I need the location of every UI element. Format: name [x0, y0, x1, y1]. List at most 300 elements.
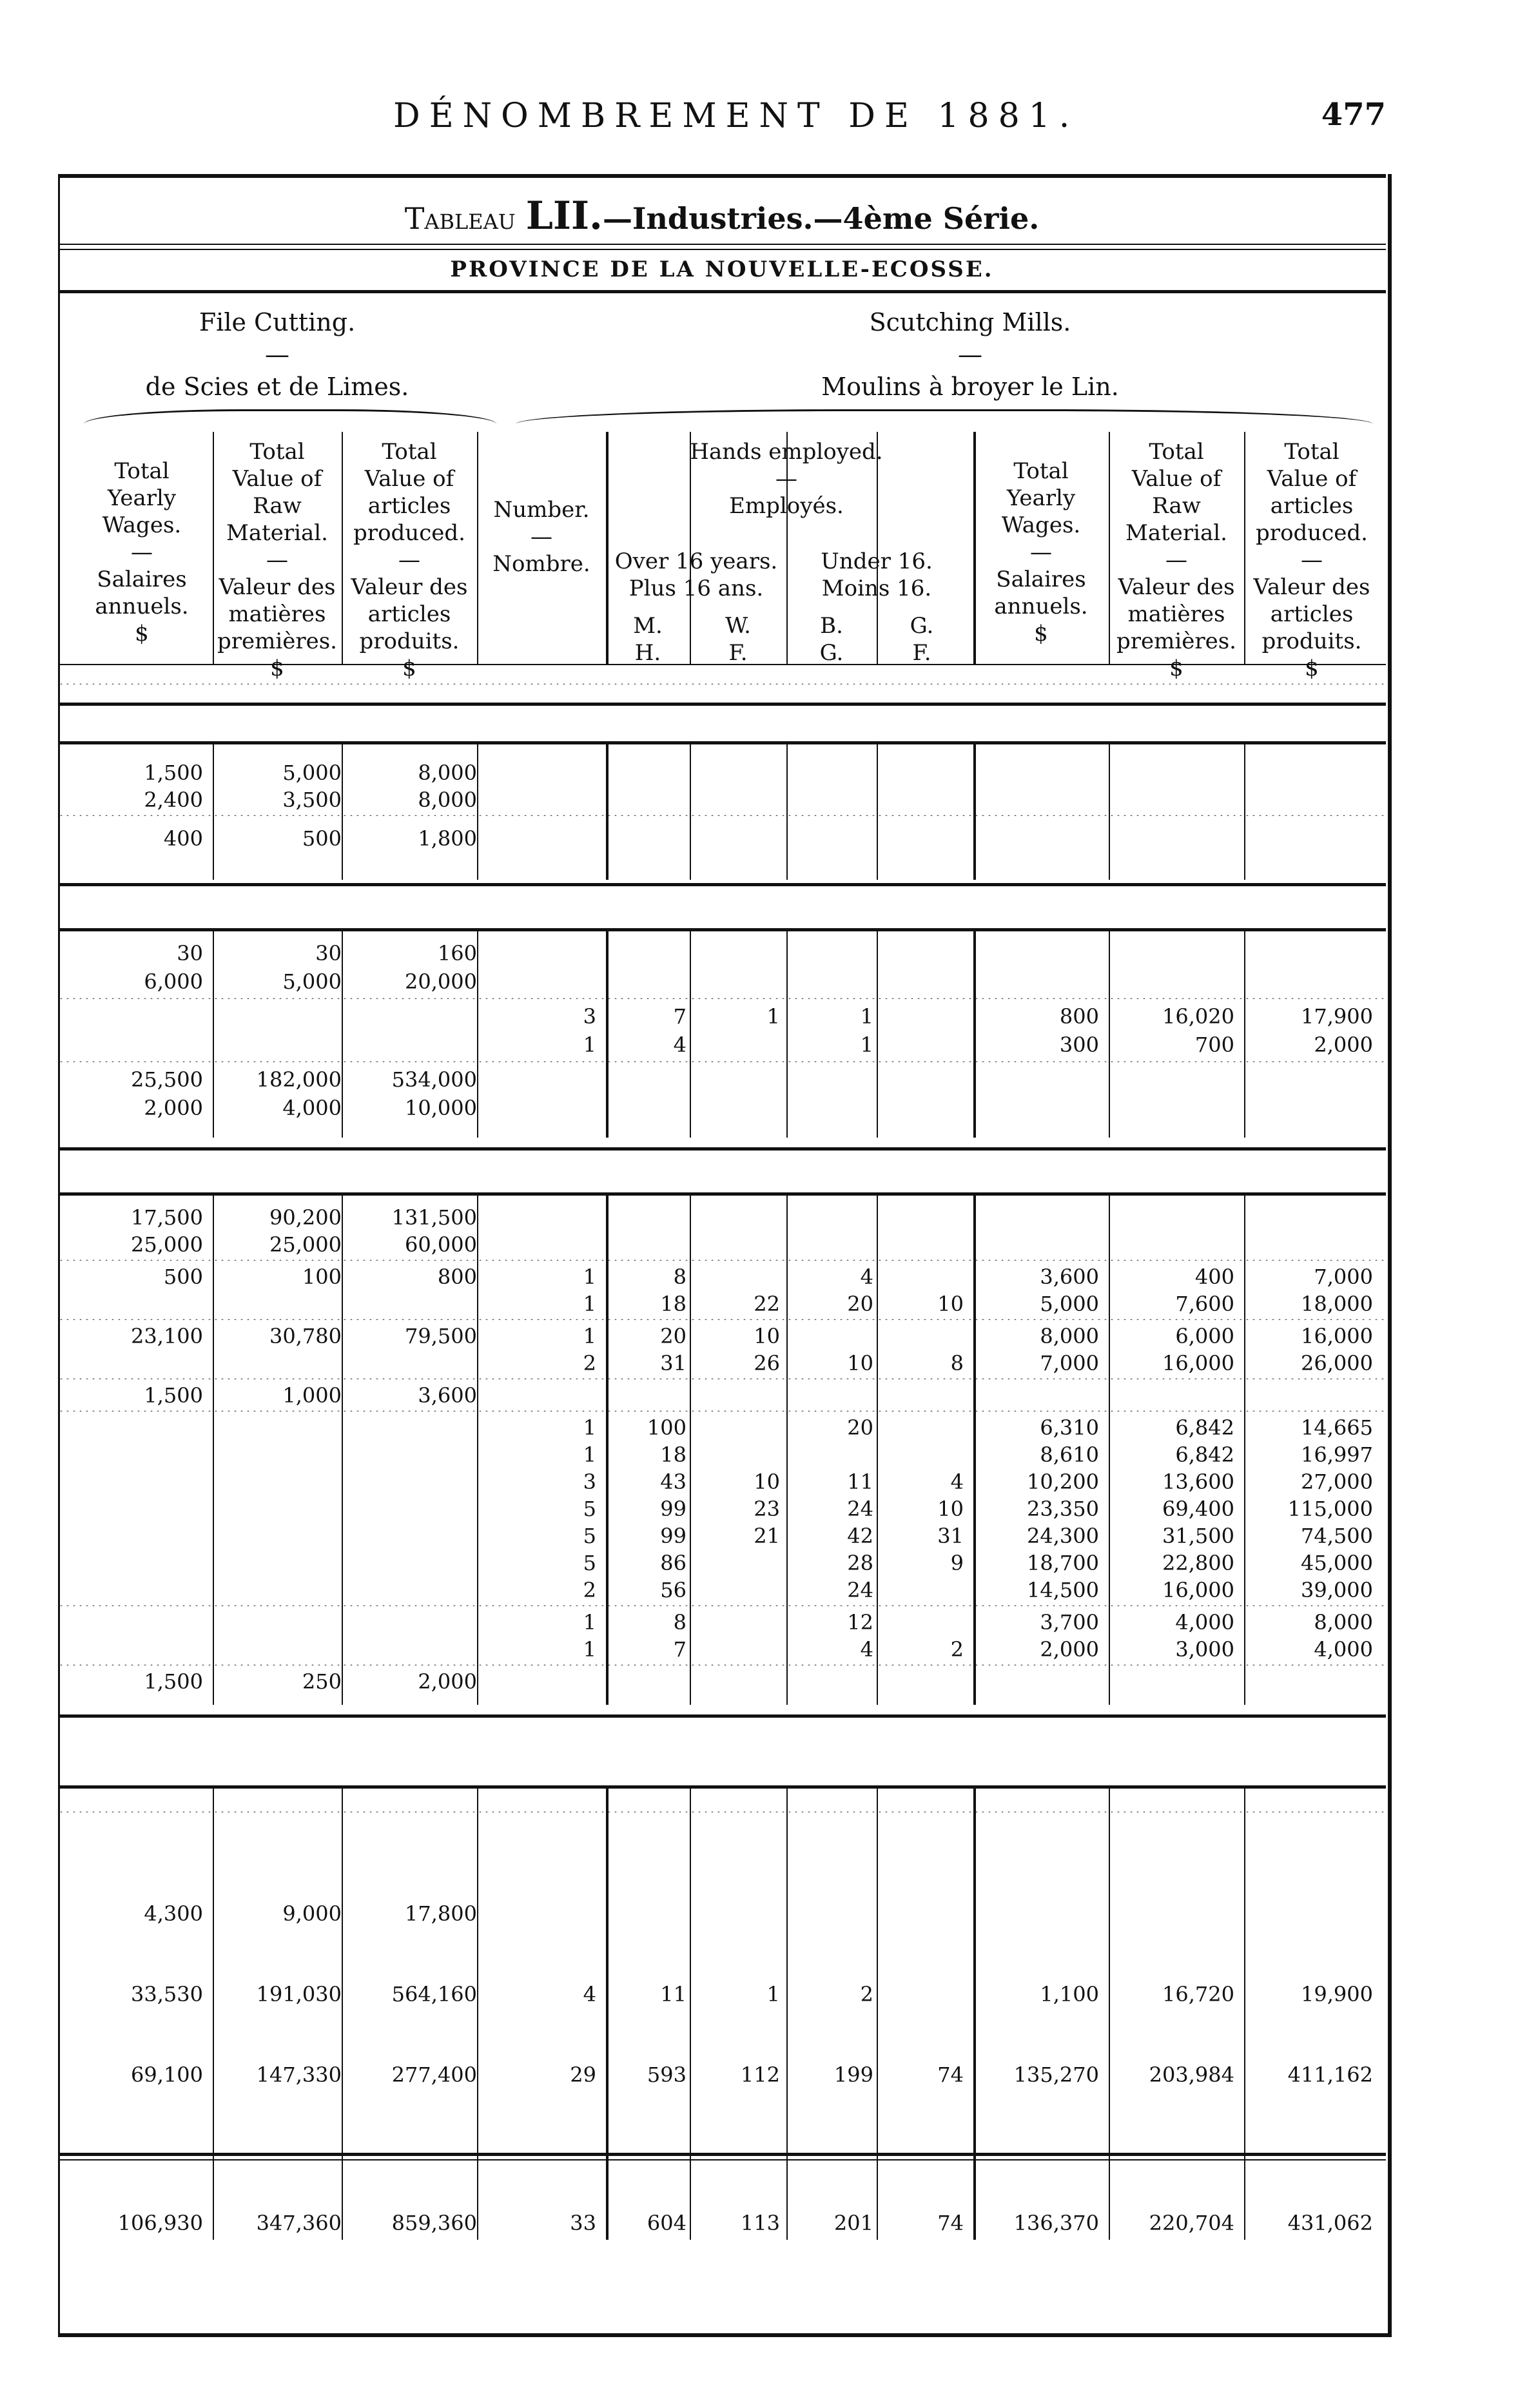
table-cell: 4,000	[1314, 1637, 1373, 1662]
table-cell: 20	[847, 1415, 873, 1440]
table-cell: 2,000	[1040, 1637, 1099, 1662]
h-art2-line: produits.	[1261, 628, 1362, 654]
h-art-line: $	[402, 655, 416, 681]
table-cell: 3,700	[1040, 1610, 1099, 1635]
h-wages-line: Salaires	[97, 567, 187, 592]
scutching-dash: —	[958, 340, 982, 369]
table-cell: 11	[847, 1470, 873, 1494]
table-cell: 8,610	[1040, 1442, 1099, 1467]
table-cell: 8,000	[1314, 1610, 1373, 1635]
table-cell: 1,500	[144, 761, 203, 785]
h-raw-line: matières	[228, 601, 326, 627]
table-cell: 112	[740, 2063, 780, 2087]
h-raw2-line: Material.	[1125, 520, 1227, 546]
table-cell: 22	[754, 1292, 780, 1316]
h-wages-line: annuels.	[95, 594, 189, 619]
header-articles-1	[342, 438, 477, 682]
table-row	[58, 1383, 1386, 1409]
dotted-leader	[58, 1319, 1386, 1320]
table-cell: 16,000	[1162, 1351, 1234, 1375]
scutching-fr: Moulins à broyer le Lin.	[821, 373, 1119, 401]
table-cell: 20,000	[405, 969, 477, 994]
table-cell: 56	[660, 1578, 687, 1602]
h-bg-line: B.	[820, 613, 843, 639]
h-wages2-line: —	[1030, 539, 1052, 565]
dotted-leader	[58, 1811, 1386, 1812]
column-divider	[877, 1789, 878, 2240]
h-art2-line: Total	[1284, 439, 1339, 465]
h-raw-line: Valeur des	[219, 574, 336, 600]
h-art-line: articles	[367, 493, 451, 519]
column-divider	[213, 1789, 214, 2240]
table-cell: 8	[950, 1351, 964, 1375]
table-cell: 99	[660, 1524, 687, 1548]
header-raw-1	[213, 438, 342, 682]
table-cell: 8,000	[418, 788, 477, 812]
table-row	[58, 788, 1386, 813]
table-cell: 2,400	[144, 788, 203, 812]
table-cell: 564,160	[391, 1982, 477, 2006]
page	[58, 84, 1386, 2327]
table-cell: 5,000	[282, 761, 342, 785]
tableau-subtitle: —Industries.—4ème Série.	[602, 201, 1040, 236]
table-cell: 17,800	[405, 1901, 477, 1926]
table-cell: 11	[660, 1982, 687, 2006]
table-cell: 16,720	[1162, 1982, 1234, 2006]
file-cutting-dash: —	[265, 340, 289, 369]
column-divider	[1244, 432, 1245, 664]
table-cell: 33,530	[131, 1982, 203, 2006]
h-hands-line: —	[775, 466, 797, 492]
table-cell: 69,100	[131, 2063, 203, 2087]
table-row	[58, 826, 1386, 852]
dotted-leader	[58, 1605, 1386, 1606]
table-cell: 10,000	[405, 1096, 477, 1120]
table-cell: 19,900	[1301, 1982, 1373, 2006]
column-divider	[606, 432, 609, 664]
dotted-leader	[58, 815, 1386, 816]
table-row	[58, 1033, 1386, 1058]
table-cell: 4	[860, 1265, 873, 1289]
table-cell: 29	[570, 2063, 596, 2087]
table-cell: 201	[833, 2211, 873, 2235]
h-art2-line: $	[1305, 655, 1319, 681]
running-head	[58, 84, 1386, 142]
table-cell: 5,000	[282, 969, 342, 994]
totals-rule-thin	[58, 2159, 1386, 2160]
table-cell: 45,000	[1301, 1551, 1373, 1575]
table-title	[58, 193, 1386, 238]
table-row	[58, 969, 1386, 995]
table-row	[58, 1232, 1386, 1258]
table-cell: 21	[754, 1524, 780, 1548]
table-cell: 100	[302, 1265, 342, 1289]
h-wages-line: $	[135, 621, 149, 646]
table-row	[58, 1669, 1386, 1695]
table-cell: 1	[583, 1610, 596, 1635]
column-divider	[342, 432, 343, 664]
table-cell: 6,310	[1040, 1415, 1099, 1440]
table-cell: 147,330	[256, 2063, 342, 2087]
column-divider	[342, 1789, 343, 2240]
table-row	[58, 1551, 1386, 1577]
h-hands-line: Employés.	[729, 493, 844, 519]
table-row	[58, 2063, 1386, 2088]
table-cell: 135,270	[1013, 2063, 1099, 2087]
dotted-leader	[58, 998, 1386, 999]
table-cell: 3,600	[418, 1383, 477, 1408]
column-divider	[213, 432, 214, 664]
table-cell: 6,000	[144, 969, 203, 994]
table-cell: 1	[583, 1033, 596, 1057]
table-cell: 90,200	[269, 1205, 342, 1230]
table-cell: 277,400	[391, 2063, 477, 2087]
table-cell: 14,500	[1027, 1578, 1099, 1602]
table-cell: 2	[583, 1578, 596, 1602]
table-cell: 1,800	[418, 826, 477, 851]
table-cell: 115,000	[1287, 1497, 1373, 1521]
h-raw-line: premières.	[217, 628, 337, 654]
table-cell: 4,300	[144, 1901, 203, 1926]
table-row	[58, 1351, 1386, 1377]
h-wf-line: W.	[725, 613, 751, 639]
column-divider	[477, 1789, 478, 2240]
h-raw2-line: Value of	[1131, 466, 1222, 492]
scutching-title	[567, 306, 1373, 403]
table-cell: 79,500	[405, 1324, 477, 1348]
table-row	[58, 1415, 1386, 1441]
section-rule	[58, 703, 1386, 706]
table-cell: 86	[660, 1551, 687, 1575]
h-raw2-line: $	[1169, 655, 1183, 681]
table-cell: 1	[766, 1004, 780, 1029]
table-cell: 23,350	[1027, 1497, 1099, 1521]
table-row	[58, 1497, 1386, 1522]
table-cell: 27,000	[1301, 1470, 1373, 1494]
h-num-line: —	[531, 524, 552, 550]
h-art-line: —	[398, 547, 420, 573]
table-row	[58, 1324, 1386, 1350]
table-cell: 16,997	[1301, 1442, 1373, 1467]
section-rule	[58, 1785, 1386, 1789]
h-gf-line: G.	[910, 613, 934, 639]
table-cell: 10,200	[1027, 1470, 1099, 1494]
header-gf	[877, 612, 967, 666]
table-cell: 18,000	[1301, 1292, 1373, 1316]
table-cell: 7,600	[1175, 1292, 1234, 1316]
h-art-line: Valeur des	[351, 574, 468, 600]
table-cell: 14,665	[1301, 1415, 1373, 1440]
h-wages2-line: $	[1034, 621, 1048, 646]
table-cell: 31	[937, 1524, 964, 1548]
h-wages-line: Wages.	[102, 512, 182, 538]
table-cell: 136,370	[1013, 2211, 1099, 2235]
table-cell: 26	[754, 1351, 780, 1375]
table-row	[58, 1096, 1386, 1121]
table-cell: 400	[163, 826, 203, 851]
column-divider	[973, 1789, 976, 2240]
table-cell: 411,162	[1287, 2063, 1373, 2087]
table-cell: 1	[583, 1637, 596, 1662]
table-cell: 347,360	[256, 2211, 342, 2235]
dotted-leader	[58, 683, 1386, 685]
table-cell: 30	[315, 941, 342, 966]
table-cell: 18,700	[1027, 1551, 1099, 1575]
h-art-line: produced.	[353, 520, 465, 546]
h-art2-line: articles	[1270, 601, 1354, 627]
h-wages2-line: Yearly	[1006, 485, 1076, 511]
dotted-leader	[58, 1664, 1386, 1665]
table-cell: 400	[1194, 1265, 1234, 1289]
table-row	[58, 2211, 1386, 2237]
table-cell: 2,000	[418, 1669, 477, 1694]
table-cell: 113	[740, 2211, 780, 2235]
h-raw-line: —	[266, 547, 288, 573]
h-wages2-line: Wages.	[1001, 512, 1081, 538]
h-under-line: Moins 16.	[821, 576, 932, 601]
table-cell: 1	[860, 1033, 873, 1057]
table-cell: 160	[437, 941, 477, 966]
header-over16	[606, 548, 786, 602]
h-wages2-line: annuels.	[994, 594, 1088, 619]
table-cell: 9	[950, 1551, 964, 1575]
table-cell: 1,000	[282, 1383, 342, 1408]
table-cell: 106,930	[117, 2211, 203, 2235]
table-cell: 4	[673, 1033, 687, 1057]
table-cell: 17,500	[131, 1205, 203, 1230]
page-number: 477	[1321, 97, 1386, 133]
h-art2-line: Valeur des	[1253, 574, 1370, 600]
file-cutting-en: File Cutting.	[199, 308, 356, 336]
table-cell: 31	[660, 1351, 687, 1375]
totals-rule	[58, 2153, 1386, 2156]
table-cell: 18	[660, 1442, 687, 1467]
column-divider	[1109, 1789, 1110, 2240]
table-cell: 16,000	[1162, 1578, 1234, 1602]
table-row	[58, 1265, 1386, 1290]
table-cell: 800	[1059, 1004, 1099, 1029]
table-row	[58, 1610, 1386, 1636]
table-cell: 3,000	[1175, 1637, 1234, 1662]
column-divider	[690, 1789, 691, 2240]
table-cell: 3	[583, 1470, 596, 1494]
h-raw2-line: Total	[1149, 439, 1204, 465]
table-cell: 9,000	[282, 1901, 342, 1926]
table-cell: 431,062	[1287, 2211, 1373, 2235]
table-cell: 191,030	[256, 1982, 342, 2006]
h-wages-line: Yearly	[107, 485, 177, 511]
table-cell: 74	[937, 2211, 964, 2235]
h-mh-line: M.	[633, 613, 663, 639]
table-cell: 39,000	[1301, 1578, 1373, 1602]
table-cell: 2,000	[144, 1096, 203, 1120]
h-art-line: articles	[367, 601, 451, 627]
table-cell: 74,500	[1301, 1524, 1373, 1548]
double-rule	[58, 244, 1386, 250]
tableau-prefix: Tableau	[404, 201, 516, 236]
table-cell: 1,500	[144, 1669, 203, 1694]
header-raw-2	[1109, 438, 1244, 682]
table-cell: 182,000	[256, 1067, 342, 1092]
table-cell: 5	[583, 1551, 596, 1575]
section-rule	[58, 883, 1386, 886]
table-cell: 220,704	[1149, 2211, 1234, 2235]
h-wages-line: —	[131, 539, 153, 565]
h-raw2-line: Raw	[1152, 493, 1201, 519]
h-art-line: produits.	[359, 628, 460, 654]
table-cell: 604	[647, 2211, 687, 2235]
h-bg-line: G.	[819, 640, 844, 666]
h-over-line: Plus 16 ans.	[628, 576, 764, 601]
table-cell: 500	[302, 826, 342, 851]
table-cell: 6,842	[1175, 1442, 1234, 1467]
table-row	[58, 1982, 1386, 2008]
table-cell: 1	[583, 1292, 596, 1316]
table-cell: 10	[937, 1292, 964, 1316]
h-raw-line: Raw	[253, 493, 302, 519]
column-divider	[877, 432, 878, 664]
table-cell: 859,360	[391, 2211, 477, 2235]
file-cutting-fr: de Scies et de Limes.	[145, 373, 409, 401]
table-cell: 17,900	[1301, 1004, 1373, 1029]
table-cell: 5	[583, 1524, 596, 1548]
table-cell: 13,600	[1162, 1470, 1234, 1494]
table-cell: 8	[673, 1610, 687, 1635]
table-cell: 7,000	[1314, 1265, 1373, 1289]
table-cell: 4	[950, 1470, 964, 1494]
section-rule	[58, 928, 1386, 931]
table-cell: 1,100	[1040, 1982, 1099, 2006]
h-wages-line: Total	[114, 458, 170, 484]
header-mh	[606, 612, 690, 666]
table-cell: 8,000	[1040, 1324, 1099, 1348]
table-cell: 1	[766, 1982, 780, 2006]
table-cell: 24	[847, 1497, 873, 1521]
table-cell: 800	[437, 1265, 477, 1289]
table-cell: 4	[583, 1982, 596, 2006]
column-divider	[606, 1789, 609, 2240]
table-cell: 23	[754, 1497, 780, 1521]
table-cell: 2,000	[1314, 1033, 1373, 1057]
h-raw2-line: —	[1165, 547, 1187, 573]
table-cell: 7	[673, 1004, 687, 1029]
table-cell: 26,000	[1301, 1351, 1373, 1375]
section-rule	[58, 1192, 1386, 1196]
table-row	[58, 1205, 1386, 1231]
table-cell: 5,000	[1040, 1292, 1099, 1316]
table-cell: 10	[754, 1470, 780, 1494]
table-row	[58, 1901, 1386, 1927]
table-cell: 31,500	[1162, 1524, 1234, 1548]
h-under-line: Under 16.	[821, 549, 933, 574]
section-rule	[58, 741, 1386, 744]
h-num-line: Nombre.	[492, 551, 590, 577]
h-art2-line: Value of	[1267, 466, 1357, 492]
h-gf-line: F.	[912, 640, 931, 666]
tableau-number: LII.	[525, 193, 603, 238]
dotted-leader	[58, 1061, 1386, 1062]
table-cell: 74	[937, 2063, 964, 2087]
table-cell: 131,500	[391, 1205, 477, 1230]
province-header: PROVINCE DE LA NOUVELLE-ECOSSE.	[450, 257, 994, 282]
table-cell: 42	[847, 1524, 873, 1548]
section-rule	[58, 1147, 1386, 1151]
header-wages-2	[973, 458, 1109, 647]
h-over-line: Over 16 years.	[614, 549, 778, 574]
table-cell: 7,000	[1040, 1351, 1099, 1375]
table-cell: 24,300	[1027, 1524, 1099, 1548]
table-cell: 1	[583, 1415, 596, 1440]
header-wf	[690, 612, 786, 666]
column-divider	[1109, 432, 1110, 664]
section-rule	[58, 1714, 1386, 1718]
table-cell: 60,000	[405, 1232, 477, 1257]
column-divider	[786, 432, 788, 664]
table-cell: 25,500	[131, 1067, 203, 1092]
table-row	[58, 1442, 1386, 1468]
column-divider	[973, 432, 976, 664]
table-row	[58, 1578, 1386, 1604]
table-cell: 3,500	[282, 788, 342, 812]
table-cell: 99	[660, 1497, 687, 1521]
table-cell: 12	[847, 1610, 873, 1635]
table-row	[58, 1524, 1386, 1549]
table-cell: 300	[1059, 1033, 1099, 1057]
table-cell: 203,984	[1149, 2063, 1234, 2087]
h-wages2-line: Total	[1013, 458, 1069, 484]
table-row	[58, 1637, 1386, 1663]
h-raw2-line: Valeur des	[1118, 574, 1235, 600]
table-cell: 4	[860, 1637, 873, 1662]
table-cell: 10	[937, 1497, 964, 1521]
h-art2-line: articles	[1270, 493, 1354, 519]
h-raw-line: Value of	[232, 466, 322, 492]
table-cell: 500	[163, 1265, 203, 1289]
table-cell: 69,400	[1162, 1497, 1234, 1521]
table-cell: 10	[847, 1351, 873, 1375]
table-cell: 10	[754, 1324, 780, 1348]
table-cell: 1	[583, 1324, 596, 1348]
table-cell: 24	[847, 1578, 873, 1602]
dotted-leader	[58, 1410, 1386, 1412]
table-cell: 33	[570, 2211, 596, 2235]
column-divider	[690, 432, 691, 664]
header-bottom-rule	[58, 664, 1386, 665]
table-cell: 3	[583, 1004, 596, 1029]
table-cell: 16,000	[1301, 1324, 1373, 1348]
h-wages2-line: Salaires	[996, 567, 1086, 592]
column-divider	[786, 1789, 788, 2240]
table-cell: 2	[950, 1637, 964, 1662]
table-cell: 2	[860, 1982, 873, 2006]
table-cell: 30	[177, 941, 203, 966]
h-raw-line: Total	[249, 439, 305, 465]
scutching-en: Scutching Mills.	[869, 308, 1071, 336]
table-row	[58, 761, 1386, 786]
table-row	[58, 941, 1386, 967]
header-bg	[786, 612, 877, 666]
table-cell: 4,000	[282, 1096, 342, 1120]
header-wages-1	[71, 458, 213, 647]
dotted-leader	[58, 1378, 1386, 1379]
table-cell: 250	[302, 1669, 342, 1694]
table-cell: 700	[1194, 1033, 1234, 1057]
h-art2-line: —	[1301, 547, 1323, 573]
table-cell: 4,000	[1175, 1610, 1234, 1635]
table-cell: 22,800	[1162, 1551, 1234, 1575]
table-cell: 5	[583, 1497, 596, 1521]
h-art-line: Total	[382, 439, 437, 465]
